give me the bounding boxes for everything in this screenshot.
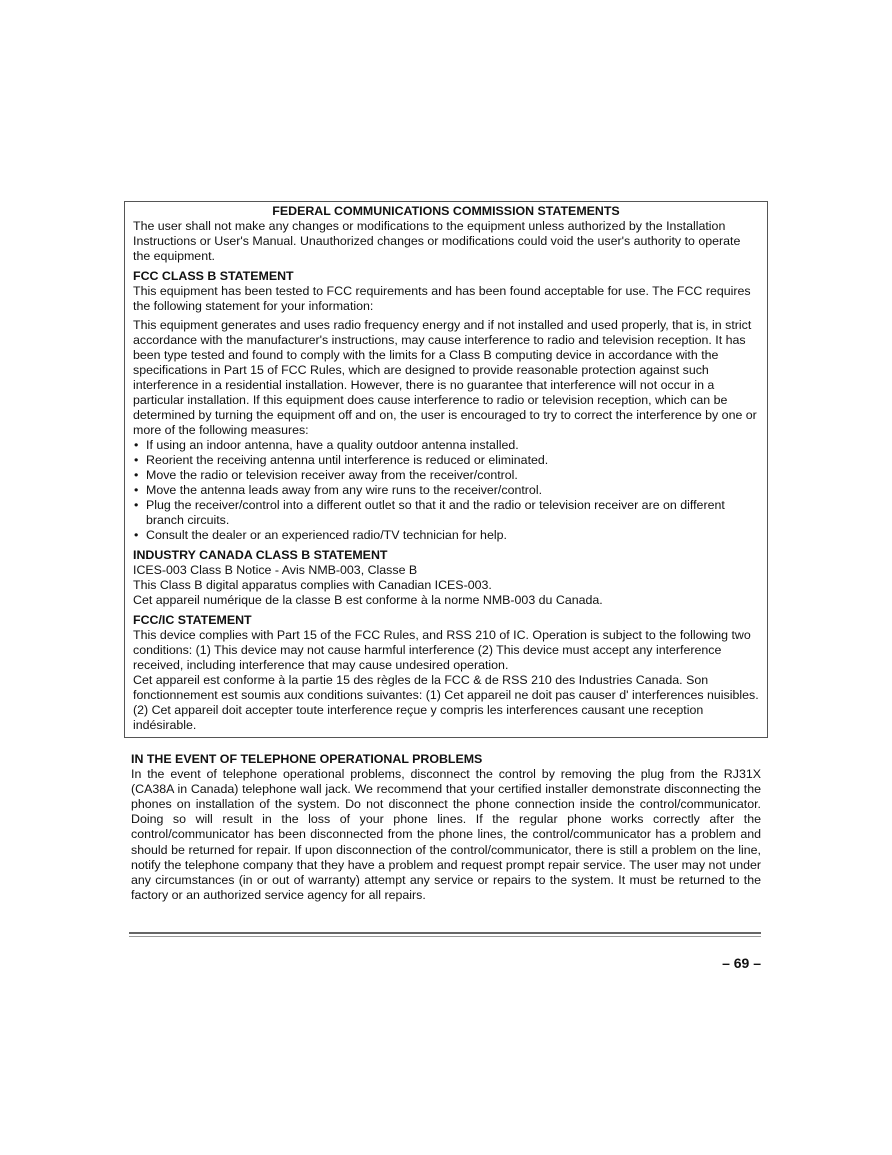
fcc-class-b-paragraph-2: This equipment generates and uses radio frequency energy and if not installed and used properly, that is, in strict accordance with the manufacturer's instructions, may cause interference to radio and television reception. It has been type tested and found to comply with the limits for a Class B computing device in accordance with the specifications in Part 15 of FCC Rules, which are designed to provide reasonable protection against such interference in a residential installation. However, there is no guarantee that interference will not occur in a particular installation. If this equipment does cause interference to radio or television reception, which can be determined by turning the equipment off and on, the user is encouraged to try to correct the interference by one or more of the following measures:	[133, 318, 757, 437]
fcc-ic-paragraph-french: Cet appareil est conforme à la partie 15 des règles de la FCC & de RSS 210 des Industries Canada. Son fonctionnement est soumis aux conditions suivantes: (1) Cet appareil ne doit pas causer d' interferences nuisibles. (2) Cet appareil doit accepter toute interference reçue y compris les interferences causant une reception indésirable.	[133, 673, 759, 732]
measure-text: Move the antenna leads away from any wire runs to the receiver/control.	[146, 483, 543, 497]
measure-text: Move the radio or television receiver away from the receiver/control.	[146, 468, 518, 482]
page-number: – 69 –	[722, 955, 761, 971]
telephone-problems-paragraph: In the event of telephone operational problems, disconnect the control by removing the plug from the RJ31X (CA38A in Canada) telephone wall jack. We recommend that your certified installer demonstrate disconnecting the phones on installation of the system. Do not disconnect the phone connection inside the control/communicator. Doing so will result in the loss of your phone lines. If the regular phone works correctly after the control/communicator has been disconnected from the phone lines, the control/communicator has a problem and should be returned for repair. If upon disconnection of the control/communicator, there is still a problem on the line, notify the telephone company that they have a problem and request prompt repair service. The user may not under any circumstances (in or out of warranty) attempt any service or repairs to the system. It must be returned to the factory or an authorized service agency for all repairs.	[131, 767, 761, 902]
fcc-intro-paragraph: The user shall not make any changes or modifications to the equipment unless authorized by the Installation Instructions or User's Manual. Unauthorized changes or modifications could void the user's authority to operate the equipment.	[133, 219, 741, 263]
industry-canada-heading: INDUSTRY CANADA CLASS B STATEMENT	[133, 548, 388, 562]
list-item	[133, 453, 759, 468]
bullet-icon: •	[134, 498, 139, 512]
list-item	[133, 438, 759, 453]
measure-text: Reorient the receiving antenna until interference is reduced or eliminated.	[146, 453, 549, 467]
telephone-problems-heading: IN THE EVENT OF TELEPHONE OPERATIONAL PROBLEMS	[131, 752, 483, 766]
bullet-icon: •	[134, 528, 139, 542]
industry-canada-line-3: Cet appareil numérique de la classe B est conforme à la norme NMB-003 du Canada.	[133, 593, 603, 607]
bullet-icon: •	[134, 453, 139, 467]
list-item	[133, 498, 759, 528]
footer-divider	[129, 932, 761, 934]
fcc-class-b-heading: FCC CLASS B STATEMENT	[133, 269, 294, 283]
fcc-ic-paragraph-english: This device complies with Part 15 of the FCC Rules, and RSS 210 of IC. Operation is subject to the following two conditions: (1) This device may not cause harmful interference (2) This device must accept any interference received, including interference that may cause undesired operation.	[133, 628, 751, 672]
fcc-box-title: FEDERAL COMMUNICATIONS COMMISSION STATEMENTS	[272, 204, 620, 218]
measure-text: If using an indoor antenna, have a quality outdoor antenna installed.	[146, 438, 519, 452]
bullet-icon: •	[134, 483, 139, 497]
measure-text: Consult the dealer or an experienced radio/TV technician for help.	[146, 528, 507, 542]
telephone-problems-section	[131, 752, 761, 903]
fcc-ic-heading: FCC/IC STATEMENT	[133, 613, 252, 627]
fcc-class-b-paragraph-1: This equipment has been tested to FCC requirements and has been found acceptable for use. The FCC requires the following statement for your information:	[133, 284, 751, 313]
fcc-statements-box	[124, 201, 768, 738]
bullet-icon: •	[134, 438, 139, 452]
footer-divider-thin	[129, 936, 761, 937]
list-item	[133, 528, 759, 543]
industry-canada-line-1: ICES-003 Class B Notice - Avis NMB-003, Classe B	[133, 563, 418, 577]
bullet-icon: •	[134, 468, 139, 482]
measure-text: Plug the receiver/control into a different outlet so that it and the radio or television receiver are on different branch circuits.	[146, 498, 725, 527]
list-item	[133, 468, 759, 483]
list-item	[133, 483, 759, 498]
industry-canada-line-2: This Class B digital apparatus complies with Canadian ICES-003.	[133, 578, 492, 592]
interference-measures-list	[133, 438, 759, 543]
